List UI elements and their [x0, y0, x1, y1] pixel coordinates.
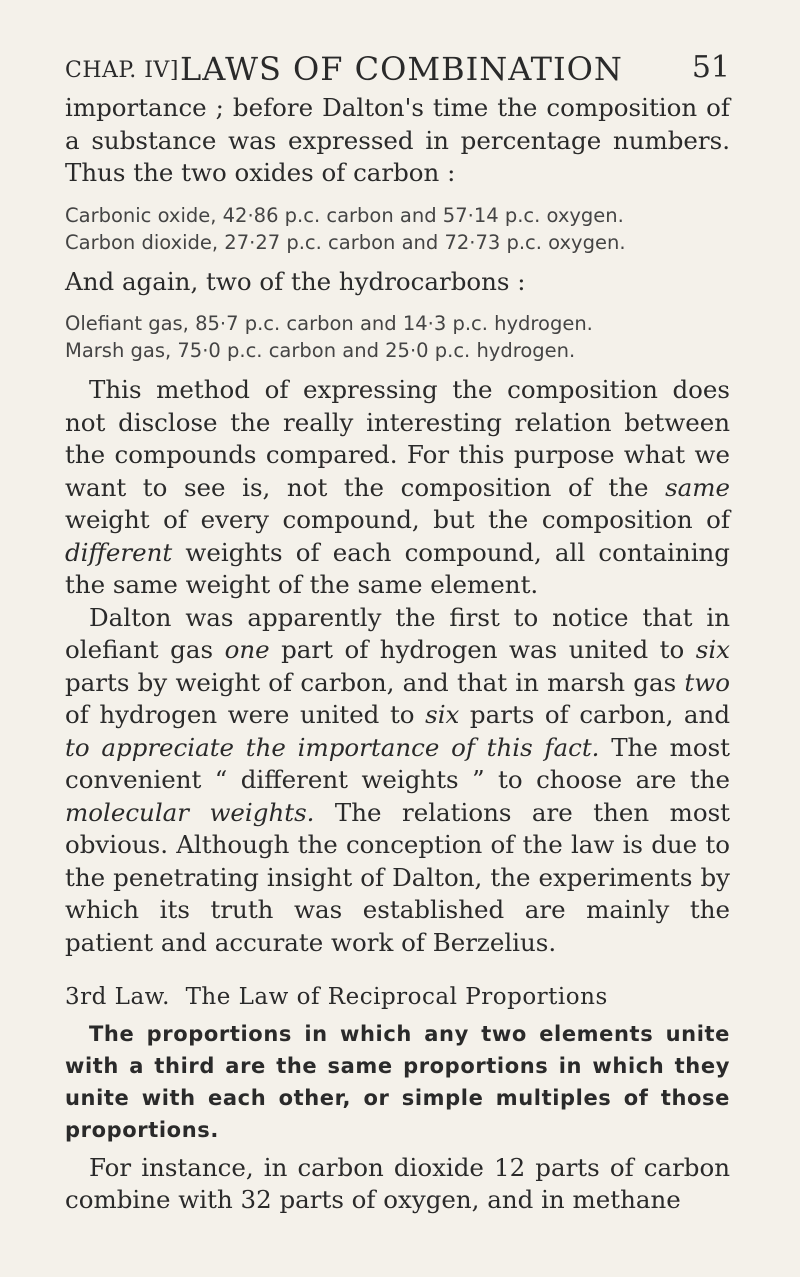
emphasis-six: six — [695, 635, 730, 664]
paragraph-hydrocarbons-intro: And again, two of the hydrocarbons : — [65, 266, 526, 296]
law-statement: The proportions in which any two elements unite with a third are the same proportions in which they unite with each other, or simple multiples of those proportions. — [65, 1021, 730, 1142]
text-run: parts of carbon, and — [459, 700, 731, 729]
oxide-dioxide: Carbon dioxide, 27·27 p.c. carbon and 72·73 p.c. oxygen. — [65, 230, 626, 254]
text-run: This method of expressing the composition does not disclose the really interesting relation between the compounds compared. For this purpose what we want to see is, not the composition of the — [65, 375, 730, 502]
emphasis-six: six — [425, 700, 460, 729]
emphasis-appreciate: to appreciate the importance of this fact. — [65, 732, 600, 762]
law-number: 3rd — [65, 984, 107, 1010]
law-word: Law. — [114, 984, 170, 1010]
oxide-carbonic: Carbonic oxide, 42·86 p.c. carbon and 57·14 p.c. oxygen. — [65, 203, 624, 227]
text-run: weight of every compound, but the composition of — [65, 505, 730, 534]
hydrocarbon-marsh: Marsh gas, 75·0 p.c. carbon and 25·0 p.c. hydrogen. — [65, 339, 576, 362]
hydrocarbons-list — [65, 310, 730, 364]
emphasis-molecular-weights: molecular weights. — [65, 797, 315, 827]
law-title-word: Reciprocal — [327, 984, 458, 1010]
emphasis-one: one — [224, 635, 270, 664]
page-number: 51 — [691, 50, 730, 85]
emphasis-different: different — [65, 537, 173, 567]
chapter-label: CHAP. IV] — [65, 58, 179, 83]
emphasis-same: same — [665, 472, 730, 502]
text-run: of hydrogen were united to — [65, 700, 426, 729]
running-header — [65, 48, 730, 88]
text-run: The most convenient “ different weights ” to choose are the — [65, 732, 730, 794]
law-title-word: Law of — [238, 984, 320, 1010]
paragraph-method — [65, 374, 730, 602]
text-run: The relations are then most obvious. Although the conception of the law is due to the penetrating insight of Dalton, the experiments by which its truth was established are mainly the patient and accurate work of Berzelius. — [65, 797, 731, 957]
text-run: weights of each compound, all containing the same weight of the same element. — [65, 537, 730, 599]
running-title: LAWS OF COMBINATION — [180, 50, 623, 88]
text-run: Dalton was apparently the first to notice that in olefiant gas — [65, 602, 730, 664]
oxides-list — [65, 202, 730, 256]
paragraph-dalton — [65, 602, 730, 960]
hydrocarbon-olefiant: Olefiant gas, 85·7 p.c. carbon and 14·3 p.c. hydrogen. — [65, 312, 593, 335]
law-title-word: Proportions — [465, 984, 608, 1010]
paragraph-instance: For instance, in carbon dioxide 12 parts of carbon combine with 32 parts of oxygen, and in methane — [65, 1152, 730, 1214]
paragraph-importance: importance ; before Dalton's time the composition of a substance was expressed in percentage numbers. Thus the two oxides of carbon : — [65, 93, 730, 187]
text-run: part of hydrogen was united to — [269, 635, 696, 664]
emphasis-two: two — [684, 667, 730, 697]
page-body — [65, 92, 730, 1217]
law-title-word: The — [185, 984, 231, 1010]
text-run: parts by weight of carbon, and that in marsh gas — [65, 667, 685, 697]
law-heading — [65, 981, 730, 1014]
